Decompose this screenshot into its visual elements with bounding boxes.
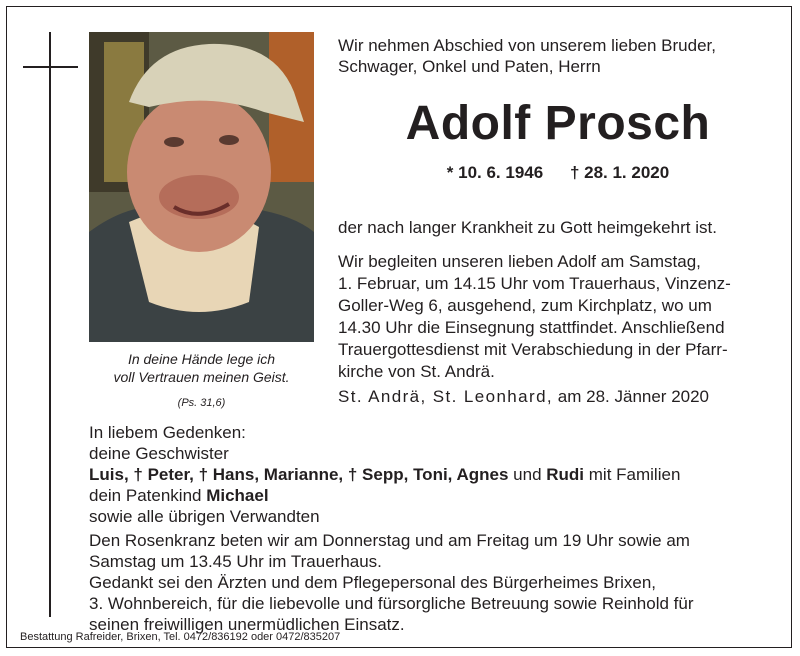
quote-line-2: voll Vertrauen meinen Geist.: [113, 369, 290, 385]
siblings-line: [89, 464, 779, 485]
relatives-line: sowie alle übrigen Verwandten: [89, 507, 320, 526]
siblings-names: Luis, † Peter, † Hans, Marianne, † Sepp, Toni, Agnes: [89, 465, 509, 484]
portrait-photo: [89, 32, 314, 342]
godchild-label: dein Patenkind: [89, 486, 207, 505]
deceased-name: Adolf Prosch: [405, 97, 711, 150]
quote-reference: (Ps. 31,6): [177, 397, 226, 409]
quote-line-1: In deine Hände lege ich: [127, 351, 276, 367]
bible-quote: [89, 350, 314, 412]
funeral-line: Goller-Weg 6, ausgehend, zum Kirchplatz, wo um: [338, 296, 712, 315]
sibling-rudi: Rudi: [546, 465, 585, 484]
place-location: St. Andrä, St. Leonhard,: [338, 387, 554, 406]
godchild-name: Michael: [206, 486, 269, 505]
intro-line-2: Schwager, Onkel und Paten, Herrn: [338, 57, 601, 76]
rosary-line: Samstag um 13.45 Uhr im Trauerhaus.: [89, 552, 382, 571]
cross-vertical: [49, 32, 51, 617]
rosary-and-thanks: [89, 530, 779, 635]
death-date: † 28. 1. 2020: [569, 163, 670, 182]
heimgekehrt-text: der nach langer Krankheit zu Gott heimgekehrt ist.: [338, 218, 717, 237]
funeral-line: kirche von St. Andrä.: [338, 362, 495, 381]
rosary-line: Den Rosenkranz beten wir am Donnerstag und am Freitag um 19 Uhr sowie am: [89, 531, 690, 550]
thanks-line: 3. Wohnbereich, für die liebevolle und fürsorgliche Betreuung sowie Reinhold für: [89, 594, 694, 613]
intro-line-1: Wir nehmen Abschied von unserem lieben Bruder,: [338, 36, 716, 55]
life-dates: [338, 163, 778, 183]
funeral-details: [338, 251, 778, 383]
place-and-date: [338, 386, 778, 408]
in-memory-section: [89, 422, 779, 527]
funeral-line: 14.30 Uhr die Einsegnung stattfindet. Anschließend: [338, 318, 725, 337]
funeral-line: Trauergottesdienst mit Verabschiedung in der Pfarr-: [338, 340, 728, 359]
thanks-line: seinen freiwilligen unermüdlichen Einsatz.: [89, 615, 405, 634]
birth-date: * 10. 6. 1946: [446, 163, 544, 182]
siblings-label: deine Geschwister: [89, 444, 229, 463]
in-memory-heading: In liebem Gedenken:: [89, 423, 246, 442]
funeral-line: Wir begleiten unseren lieben Adolf am Samstag,: [338, 252, 701, 271]
cross-horizontal: [23, 66, 78, 68]
thanks-line: Gedankt sei den Ärzten und dem Pflegepersonal des Bürgerheimes Brixen,: [89, 573, 656, 592]
siblings-und: und: [508, 465, 547, 484]
siblings-families: mit Familien: [584, 465, 681, 484]
intro-text: [338, 35, 778, 77]
godchild-line: [89, 485, 779, 506]
notice-date: am 28. Jänner 2020: [557, 387, 710, 406]
funeral-home-footer: Bestattung Rafreider, Brixen, Tel. 0472/836192 oder 0472/835207: [20, 631, 341, 643]
funeral-line: 1. Februar, um 14.15 Uhr vom Trauerhaus, Vinzenz-: [338, 274, 731, 293]
